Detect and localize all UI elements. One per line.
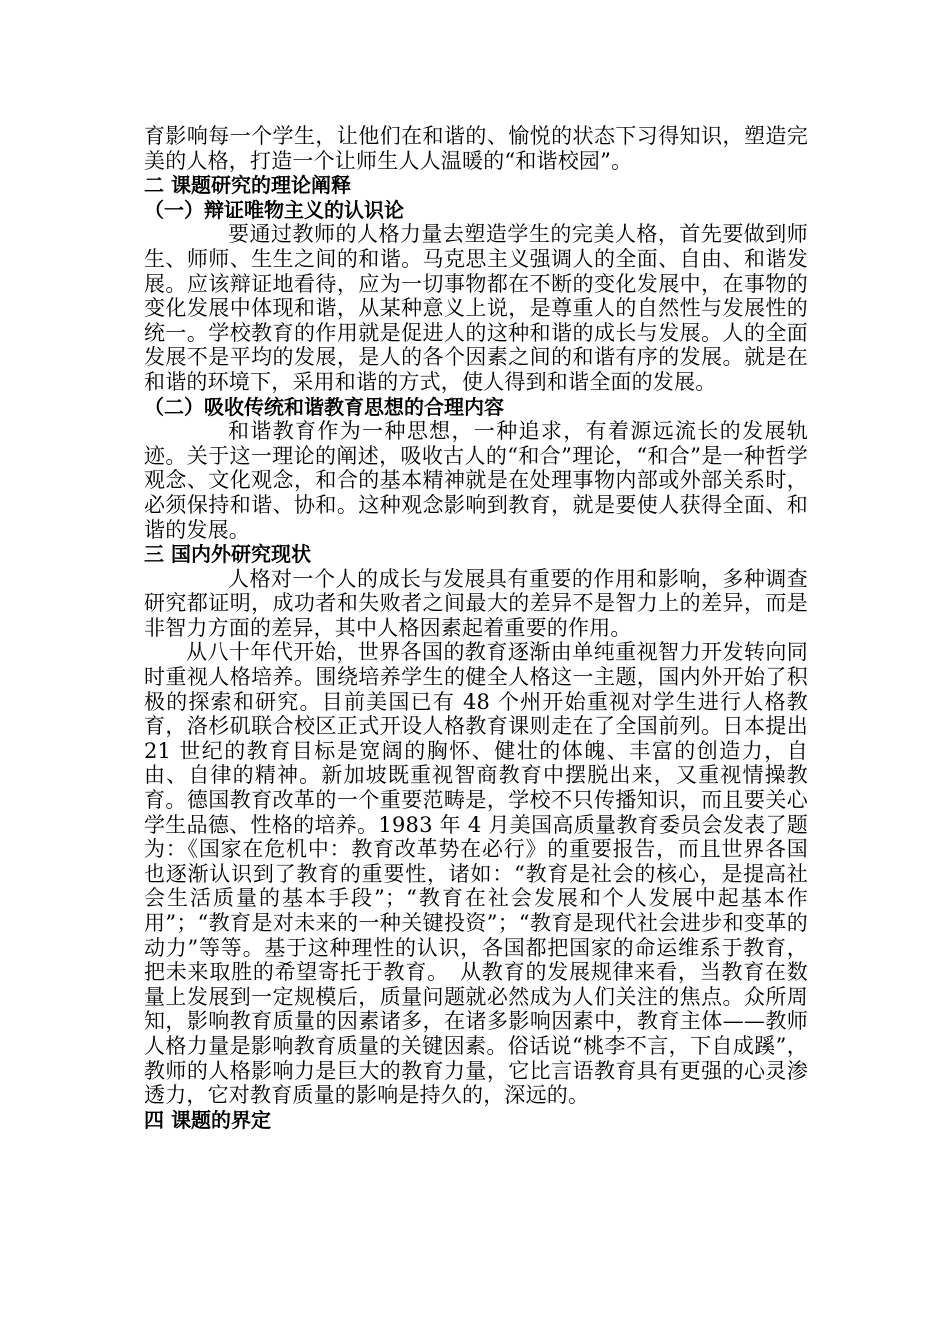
section-2-2-paragraph: 和谐教育作为一种思想，一种追求，有着源远流长的发展轨迹。关于这一理论的阐述，吸收古人的“和合”理论，“和合”是一种哲学观念、文化观念，和合的基本精神就是在处理事物内部或外部关系时，必须保持和谐、协和。这种观念影响到教育，就是要使人获得全面、和谐的发展。 (144, 419, 808, 542)
document-page (144, 124, 808, 1132)
section-3-paragraph-1: 人格对一个人的成长与发展具有重要的作用和影响，多种调查研究都证明，成功者和失败者之间最大的差异不是智力上的差异，而是非智力方面的差异，其中人格因素起着重要的作用。 (144, 566, 808, 640)
section-2-1-heading: （一）辩证唯物主义的认识论 (144, 197, 404, 222)
section-2-2-heading: （二）吸收传统和谐教育思想的合理内容 (144, 394, 504, 419)
section-3-heading: 三 国内外研究现状 (144, 542, 311, 567)
section-3-paragraph-2: 从八十年代开始，世界各国的教育逐渐由单纯重视智力开发转向同时重视人格培养。围绕培养学生的健全人格这一主题，国内外开始了积极的探索和研究。目前美国已有 48 个州开始重视对学生进行人格教育，洛杉矶联合校区正式开设人格教育课则走在了全国前列。日本提出 21 世纪的教育目标是宽阔的胸怀、健壮的体魄、丰富的创造力，自由、自律的精神。新加坡既重视智商教育中摆脱出来，又重视情操教育。德国教育改革的一个重要范畴是，学校不只传播知识，而且要关心学生品德、性格的培养。1983 年 4 月美国高质量教育委员会发表了题为：《国家在危机中：教育改革势在必行》的重要报告，而且世界各国也逐渐认识到了教育的重要性，诸如：“教育是社会的核心，是提高社会生活质量的基本手段”；“教育在社会发展和个人发展中起基本作用”；“教育是对未来的一种关键投资”；“教育是现代社会进步和变革的动力”等等。基于这种理性的认识，各国都把国家的命运维系于教育，把未来取胜的希望寄托于教育。 从教育的发展规律来看，当教育在数量上发展到一定规模后，质量问题就必然成为人们关注的焦点。众所周知，影响教育质量的因素诸多，在诸多影响因素中，教育主体——教师人格力量是影响教育质量的关键因素。俗话说“桃李不言，下自成蹊”，教师的人格影响力是巨大的教育力量，它比言语教育具有更强的心灵渗透力，它对教育质量的影响是持久的，深远的。 (144, 640, 808, 1108)
section-4-heading: 四 课题的界定 (144, 1107, 271, 1132)
section-2-1-paragraph: 要通过教师的人格力量去塑造学生的完美人格，首先要做到师生、师师、生生之间的和谐。马克思主义强调人的全面、自由、和谐发展。应该辩证地看待，应为一切事物都在不断的变化发展中，在事物的变化发展中体现和谐，从某种意义上说，是尊重人的自然性与发展性的统一。学校教育的作用就是促进人的这种和谐的成长与发展。人的全面发展不是平均的发展，是人的各个因素之间的和谐有序的发展。就是在和谐的环境下，采用和谐的方式，使人得到和谐全面的发展。 (144, 222, 808, 394)
section-2-heading: 二 课题研究的理论阐释 (144, 173, 351, 198)
intro-paragraph: 育影响每一个学生，让他们在和谐的、愉悦的状态下习得知识，塑造完美的人格，打造一个让师生人人温暖的“和谐校园”。 (144, 124, 808, 173)
